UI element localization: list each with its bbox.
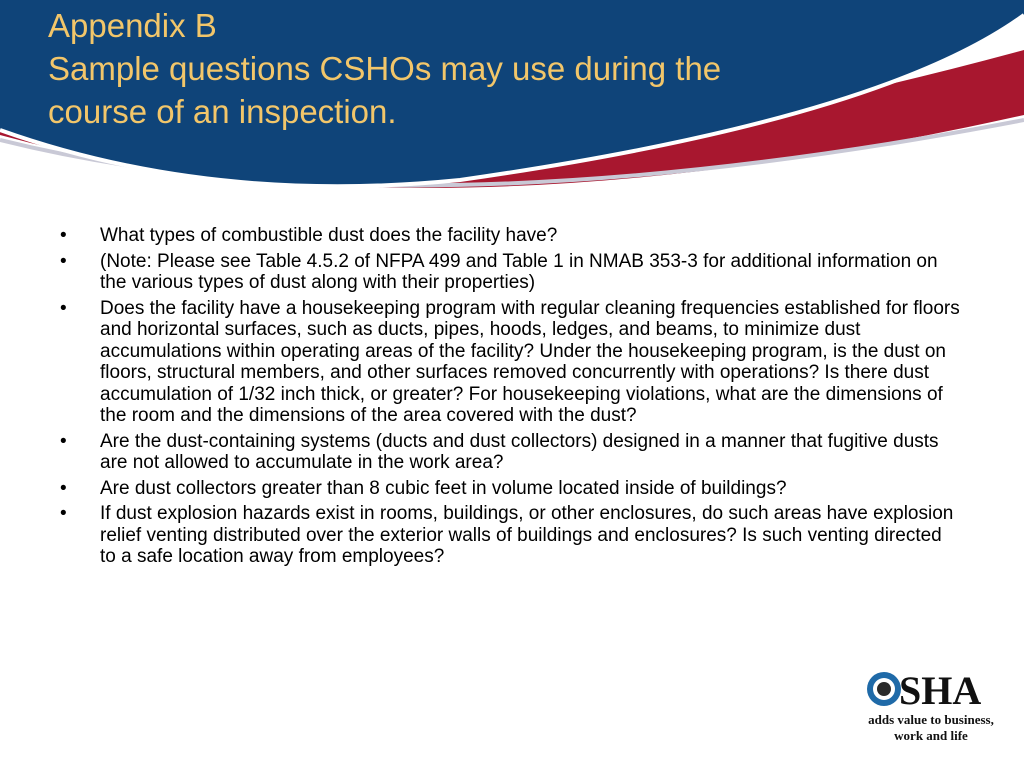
question-list [60,225,960,572]
bullet-icon: • [60,250,67,272]
list-item-text: Does the facility have a housekeeping program with regular cleaning frequencies established for floors and horizontal surfaces, such as ducts, pipes, hoods, ledges, and beams, to minimize dust accumulations within operating areas of the facility? Under the housekeeping program, is the dust on floors, structural members, and other surfaces removed concurrently with operations? Is there dust accumulation of 1/32 inch thick, or greater? For housekeeping violations, what are the dimensions of the room and the dimensions of the area covered with the dust? [100,297,960,426]
list-item [60,431,960,474]
list-item-text: (Note: Please see Table 4.5.2 of NFPA 499 and Table 1 in NMAB 353-3 for additional information on the various types of dust along with their properties) [100,250,938,293]
tagline-line-1: adds value to business, [868,712,994,727]
bullet-icon: • [60,477,67,499]
list-item [60,478,960,500]
list-item [60,225,960,247]
tagline-line-2: work and life [894,728,968,743]
bullet-icon: • [60,430,67,452]
list-item [60,503,960,568]
osha-logo [864,668,1004,748]
osha-wordmark [864,668,1004,712]
logo-wordmark-text: SHA [899,668,982,712]
title-line-3: course of an inspection. [48,93,397,130]
list-item [60,298,960,427]
bullet-icon: • [60,225,67,246]
title-line-1: Appendix B [48,7,217,44]
bullet-icon: • [60,503,67,524]
bullet-icon: • [60,297,67,319]
list-item [60,251,960,294]
title-line-2: Sample questions CSHOs may use during the [48,50,722,87]
logo-tagline [864,712,998,744]
list-item-text: What types of combustible dust does the facility have? [100,225,558,246]
list-item-text: If dust explosion hazards exist in rooms, buildings, or other enclosures, do such areas have explosion relief venting distributed over the exterior walls of buildings and enclosures? Is such venting directed to a safe location away from employees? [100,503,954,567]
list-item-text: Are the dust-containing systems (ducts and dust collectors) designed in a manner that fugitive dusts are not allowed to accumulate in the work area? [100,430,939,473]
list-item-text: Are dust collectors greater than 8 cubic feet in volume located inside of buildings? [100,477,787,499]
slide-title [48,4,908,133]
